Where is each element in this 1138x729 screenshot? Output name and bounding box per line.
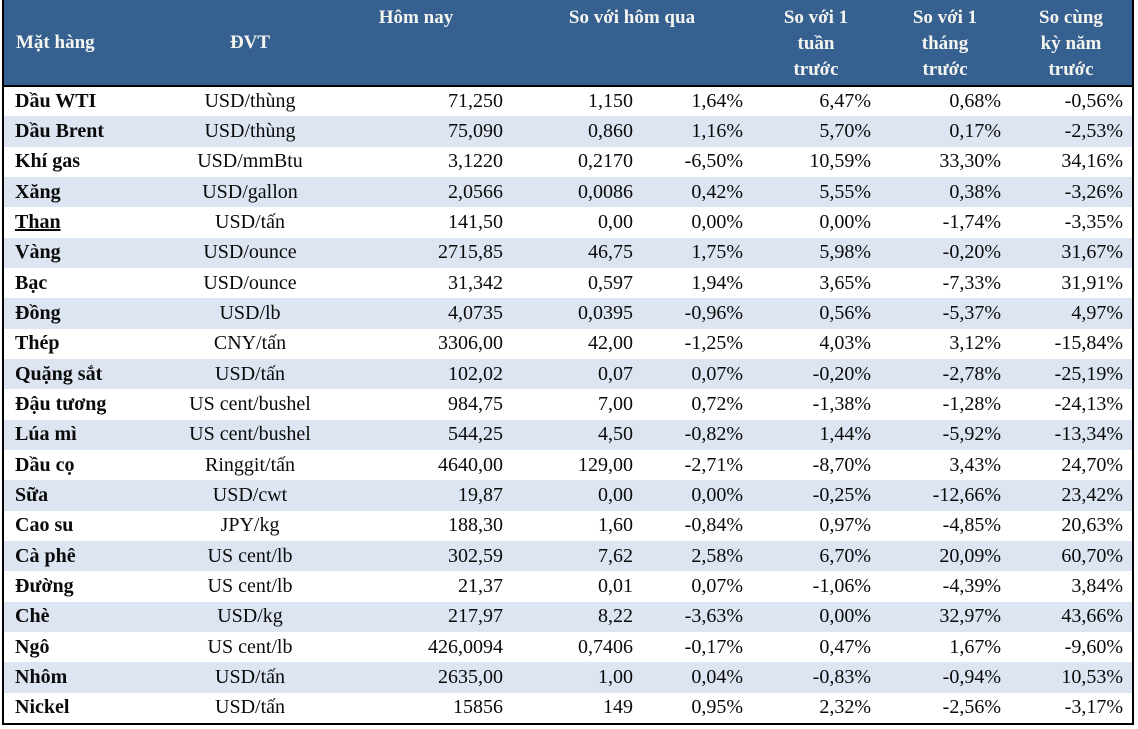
commodity-cell (4, 86, 180, 116)
change-pct-cell: -0,17% (684, 635, 743, 658)
header-line: So cùng (1039, 7, 1103, 28)
change-abs-cell: 0,2170 (578, 150, 633, 173)
unit-cell: US cent/lb (207, 635, 293, 658)
today-cell: 426,0094 (428, 635, 503, 658)
col-header-vs-week (752, 0, 880, 86)
unit-cell: USD/thùng (204, 90, 296, 113)
table-row (4, 480, 1132, 510)
table-row (4, 450, 1132, 480)
month-pct-cell: 33,30% (939, 150, 1001, 173)
header-line: So với 1 (912, 7, 978, 28)
commodity-cell (4, 329, 180, 359)
commodity-cell (4, 147, 180, 177)
month-pct-cell: -2,56% (942, 696, 1001, 719)
change-pct-cell: 1,16% (691, 119, 743, 142)
table-row (4, 86, 1132, 116)
header-line: tuần (797, 33, 835, 54)
commodity-cell (4, 602, 180, 632)
unit-cell: USD/ounce (203, 271, 297, 294)
today-cell: 19,87 (458, 483, 503, 506)
commodity-price-table (2, 0, 1134, 725)
change-pct-cell: 0,07% (691, 362, 743, 385)
today-cell: 102,02 (448, 362, 503, 385)
commodity-cell (4, 238, 180, 268)
commodity-name: Đồng (15, 301, 61, 324)
table-row (4, 359, 1132, 389)
unit-cell: USD/kg (217, 605, 283, 628)
table-row (4, 177, 1132, 207)
week-pct-cell: -1,06% (812, 574, 871, 597)
header-line: tháng (921, 33, 969, 54)
year-pct-cell: -3,35% (1064, 210, 1123, 233)
week-pct-cell: 5,98% (819, 241, 871, 264)
commodity-name: Vàng (15, 241, 61, 264)
today-cell: 15856 (453, 696, 503, 719)
change-pct-cell: -3,63% (684, 605, 743, 628)
year-pct-cell: 3,84% (1071, 574, 1123, 597)
commodity-name: Quặng sắt (15, 362, 103, 385)
year-pct-cell: 31,67% (1061, 241, 1123, 264)
table-row (4, 632, 1132, 662)
week-pct-cell: -0,20% (812, 362, 871, 385)
week-pct-cell: 0,00% (819, 210, 871, 233)
commodity-cell (4, 541, 180, 571)
commodity-cell (4, 632, 180, 662)
header-line: kỳ năm (1040, 33, 1102, 54)
today-cell: 31,342 (448, 271, 503, 294)
commodity-cell (4, 359, 180, 389)
year-pct-cell: 43,66% (1061, 605, 1123, 628)
year-pct-cell: 10,53% (1061, 665, 1123, 688)
month-pct-cell: 32,97% (939, 605, 1001, 628)
change-abs-cell: 46,75 (588, 241, 633, 264)
unit-cell: USD/tấn (215, 696, 285, 719)
change-pct-cell: 0,00% (691, 483, 743, 506)
year-pct-cell: -3,17% (1064, 696, 1123, 719)
week-pct-cell: 0,56% (819, 301, 871, 324)
week-pct-cell: 0,97% (819, 514, 871, 537)
commodity-name: Đậu tương (15, 392, 107, 415)
table-row (4, 329, 1132, 359)
col-header-unit: ĐVT (180, 0, 320, 86)
year-pct-cell: 31,91% (1061, 271, 1123, 294)
table-row (4, 571, 1132, 601)
header-row (4, 0, 1132, 86)
commodity-name: Cà phê (15, 544, 76, 567)
change-abs-cell: 0,7406 (578, 635, 633, 658)
unit-cell: USD/gallon (202, 180, 298, 203)
month-pct-cell: 0,17% (949, 119, 1001, 142)
unit-cell: USD/ounce (203, 241, 297, 264)
header-line: trước (1048, 59, 1094, 80)
change-abs-cell: 129,00 (578, 453, 633, 476)
commodity-cell (4, 298, 180, 328)
month-pct-cell: -12,66% (932, 483, 1001, 506)
change-pct-cell: 0,04% (691, 665, 743, 688)
header-line: trước (922, 59, 968, 80)
unit-cell: USD/thùng (204, 119, 296, 142)
year-pct-cell: 34,16% (1061, 150, 1123, 173)
change-pct-cell: -0,96% (684, 301, 743, 324)
commodity-name: Thép (15, 332, 60, 355)
commodity-cell (4, 480, 180, 510)
week-pct-cell: -8,70% (812, 453, 871, 476)
month-pct-cell: 3,12% (949, 332, 1001, 355)
today-cell: 2715,85 (438, 241, 503, 264)
table-header (4, 0, 1132, 86)
change-abs-cell: 149 (603, 696, 633, 719)
change-abs-cell: 8,22 (598, 605, 633, 628)
commodity-cell (4, 207, 180, 237)
commodity-name: Lúa mì (15, 423, 77, 446)
commodity-cell (4, 177, 180, 207)
change-pct-cell: 1,94% (691, 271, 743, 294)
month-pct-cell: -4,39% (942, 574, 1001, 597)
year-pct-cell: -0,56% (1064, 90, 1123, 113)
year-pct-cell: -9,60% (1064, 635, 1123, 658)
commodity-name: Dầu Brent (15, 119, 105, 142)
unit-cell: Ringgit/tấn (205, 453, 295, 476)
commodity-cell (4, 420, 180, 450)
year-pct-cell: -15,84% (1054, 332, 1123, 355)
commodity-name: Ngô (15, 635, 50, 658)
change-pct-cell: -0,82% (684, 423, 743, 446)
week-pct-cell: 4,03% (819, 332, 871, 355)
unit-cell: US cent/bushel (189, 423, 311, 446)
year-pct-cell: -25,19% (1054, 362, 1123, 385)
commodity-name: Xăng (15, 180, 61, 203)
unit-cell: US cent/bushel (189, 392, 311, 415)
year-pct-cell: -3,26% (1064, 180, 1123, 203)
commodity-name: Nhôm (15, 665, 68, 688)
week-pct-cell: 6,70% (819, 544, 871, 567)
change-pct-cell: 0,42% (691, 180, 743, 203)
change-pct-cell: 1,64% (691, 90, 743, 113)
month-pct-cell: -2,78% (942, 362, 1001, 385)
col-header-vs-year (1010, 0, 1132, 86)
change-abs-cell: 0,00 (598, 210, 633, 233)
table-row (4, 420, 1132, 450)
year-pct-cell: -24,13% (1054, 392, 1123, 415)
week-pct-cell: 3,65% (819, 271, 871, 294)
today-cell: 2,0566 (448, 180, 503, 203)
today-cell: 217,97 (448, 605, 503, 628)
today-cell: 188,30 (448, 514, 503, 537)
change-abs-cell: 1,00 (598, 665, 633, 688)
month-pct-cell: -4,85% (942, 514, 1001, 537)
commodity-name: Đường (15, 574, 74, 597)
change-abs-cell: 0,860 (588, 119, 633, 142)
commodity-cell (4, 450, 180, 480)
year-pct-cell: 4,97% (1071, 301, 1123, 324)
change-abs-cell: 0,0086 (578, 180, 633, 203)
today-cell: 71,250 (448, 90, 503, 113)
change-pct-cell: -6,50% (684, 150, 743, 173)
week-pct-cell: 0,47% (819, 635, 871, 658)
year-pct-cell: -13,34% (1054, 423, 1123, 446)
year-pct-cell: 20,63% (1061, 514, 1123, 537)
change-abs-cell: 0,0395 (578, 301, 633, 324)
week-pct-cell: -0,25% (812, 483, 871, 506)
commodity-cell (4, 389, 180, 419)
unit-cell: JPY/kg (220, 514, 280, 537)
today-cell: 3306,00 (438, 332, 503, 355)
month-pct-cell: -0,20% (942, 241, 1001, 264)
unit-cell: US cent/lb (207, 574, 293, 597)
table-row (4, 602, 1132, 632)
week-pct-cell: 6,47% (819, 90, 871, 113)
change-pct-cell: -0,84% (684, 514, 743, 537)
unit-cell: USD/tấn (215, 362, 285, 385)
unit-cell: USD/cwt (212, 483, 288, 506)
month-pct-cell: -0,94% (942, 665, 1001, 688)
today-cell: 4640,00 (438, 453, 503, 476)
today-cell: 141,50 (448, 210, 503, 233)
change-pct-cell: 0,00% (691, 210, 743, 233)
change-pct-cell: 1,75% (691, 241, 743, 264)
change-abs-cell: 7,00 (598, 392, 633, 415)
commodity-name: Dầu cọ (15, 453, 75, 476)
week-pct-cell: 5,55% (819, 180, 871, 203)
week-pct-cell: -0,83% (812, 665, 871, 688)
unit-cell: CNY/tấn (213, 332, 287, 355)
change-abs-cell: 1,150 (588, 90, 633, 113)
month-pct-cell: 3,43% (949, 453, 1001, 476)
change-abs-cell: 0,01 (598, 574, 633, 597)
commodity-name: Cao su (15, 514, 74, 537)
week-pct-cell: 2,32% (819, 696, 871, 719)
commodity-cell (4, 571, 180, 601)
change-pct-cell: -2,71% (684, 453, 743, 476)
change-abs-cell: 0,00 (598, 483, 633, 506)
header-line: So với 1 (783, 7, 849, 28)
commodity-name: Bạc (15, 271, 48, 294)
today-cell: 984,75 (448, 392, 503, 415)
today-cell: 3,1220 (448, 150, 503, 173)
table-row (4, 662, 1132, 692)
month-pct-cell: -1,74% (942, 210, 1001, 233)
unit-cell: USD/tấn (215, 665, 285, 688)
commodity-name: Khí gas (15, 150, 81, 173)
price-table (4, 0, 1132, 723)
month-pct-cell: 0,68% (949, 90, 1001, 113)
year-pct-cell: 23,42% (1061, 483, 1123, 506)
table-row (4, 541, 1132, 571)
col-header-commodity: Mặt hàng (4, 0, 180, 86)
unit-cell: US cent/lb (207, 544, 293, 567)
col-header-today: Hôm nay (320, 0, 512, 86)
commodity-cell (4, 662, 180, 692)
month-pct-cell: 0,38% (949, 180, 1001, 203)
unit-cell: USD/mmBtu (197, 150, 303, 173)
commodity-name: Dầu WTI (15, 90, 97, 113)
table-row (4, 693, 1132, 723)
commodity-link[interactable]: Than (15, 210, 61, 233)
change-pct-cell: -1,25% (684, 332, 743, 355)
change-pct-cell: 0,07% (691, 574, 743, 597)
today-cell: 4,0735 (448, 301, 503, 324)
table-body (4, 86, 1132, 723)
table-row (4, 268, 1132, 298)
today-cell: 2635,00 (438, 665, 503, 688)
week-pct-cell: 1,44% (819, 423, 871, 446)
week-pct-cell: 5,70% (819, 119, 871, 142)
month-pct-cell: 1,67% (949, 635, 1001, 658)
today-cell: 75,090 (448, 119, 503, 142)
change-pct-cell: 0,95% (691, 696, 743, 719)
week-pct-cell: 0,00% (819, 605, 871, 628)
change-abs-cell: 1,60 (598, 514, 633, 537)
week-pct-cell: -1,38% (812, 392, 871, 415)
commodity-name: Nickel (15, 696, 70, 719)
commodity-cell (4, 693, 180, 723)
year-pct-cell: 60,70% (1061, 544, 1123, 567)
change-abs-cell: 4,50 (598, 423, 633, 446)
unit-cell: USD/lb (219, 301, 281, 324)
table-row (4, 207, 1132, 237)
table-row (4, 389, 1132, 419)
year-pct-cell: 24,70% (1061, 453, 1123, 476)
today-cell: 302,59 (448, 544, 503, 567)
today-cell: 21,37 (458, 574, 503, 597)
change-abs-cell: 42,00 (588, 332, 633, 355)
col-header-vs-month (880, 0, 1010, 86)
month-pct-cell: -1,28% (942, 392, 1001, 415)
table-row (4, 511, 1132, 541)
commodity-cell (4, 116, 180, 146)
change-abs-cell: 7,62 (598, 544, 633, 567)
header-line: trước (793, 59, 839, 80)
table-row (4, 116, 1132, 146)
month-pct-cell: -5,37% (942, 301, 1001, 324)
week-pct-cell: 10,59% (809, 150, 871, 173)
change-abs-cell: 0,597 (588, 271, 633, 294)
commodity-cell (4, 511, 180, 541)
month-pct-cell: -5,92% (942, 423, 1001, 446)
year-pct-cell: -2,53% (1064, 119, 1123, 142)
change-pct-cell: 2,58% (691, 544, 743, 567)
commodity-name: Sữa (15, 483, 49, 506)
month-pct-cell: -7,33% (942, 271, 1001, 294)
commodity-cell (4, 268, 180, 298)
table-row (4, 238, 1132, 268)
change-abs-cell: 0,07 (598, 362, 633, 385)
today-cell: 544,25 (448, 423, 503, 446)
unit-cell: USD/tấn (215, 210, 285, 233)
col-header-vs-yesterday: So với hôm qua (512, 0, 752, 86)
month-pct-cell: 20,09% (939, 544, 1001, 567)
table-row (4, 298, 1132, 328)
commodity-name: Chè (15, 605, 50, 628)
change-pct-cell: 0,72% (691, 392, 743, 415)
table-row (4, 147, 1132, 177)
